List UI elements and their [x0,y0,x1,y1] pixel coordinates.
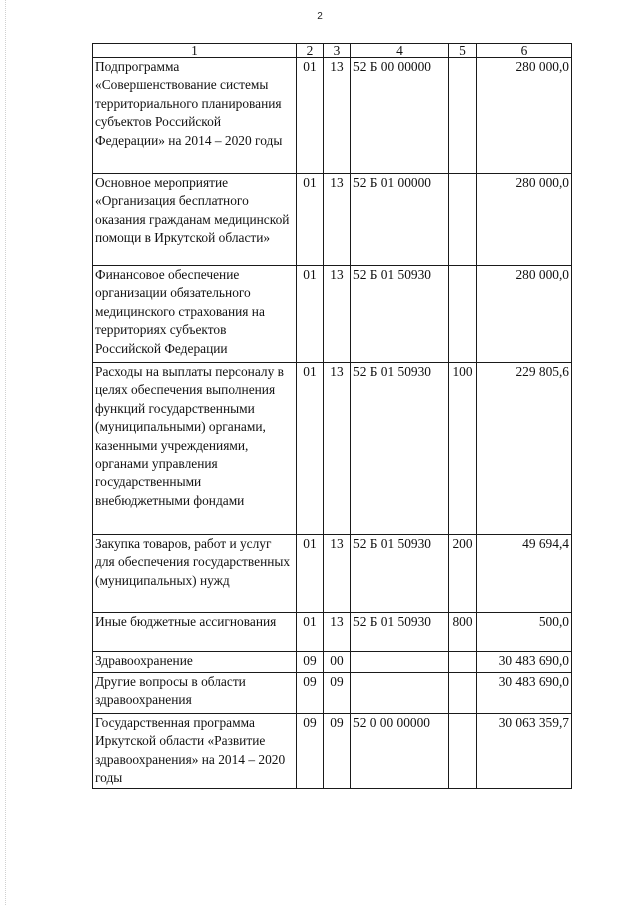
subsection-code-cell: 13 [324,535,351,613]
header-cell-4: 4 [351,44,449,58]
table-row [93,58,572,174]
target-article-cell [351,652,449,673]
amount-cell: 280 000,0 [477,58,572,174]
expense-type-cell [449,58,477,174]
subsection-code-cell: 13 [324,174,351,266]
expense-type-cell [449,266,477,363]
row-name-cell: Иные бюджетные ассигнования [93,613,297,652]
amount-cell: 500,0 [477,613,572,652]
target-article-cell: 52 Б 01 50930 [351,266,449,363]
section-code-cell: 09 [297,652,324,673]
row-name-cell: Государственная программа Иркутской области «Развитие здравоохранения» на 2014 – 2020 годы [93,714,297,789]
section-code-cell: 01 [297,58,324,174]
section-code-cell: 09 [297,714,324,789]
table-row [93,363,572,535]
subsection-code-cell: 09 [324,714,351,789]
target-article-cell: 52 Б 00 00000 [351,58,449,174]
target-article-cell [351,673,449,714]
budget-table [92,43,572,789]
amount-cell: 280 000,0 [477,174,572,266]
target-article-cell: 52 Б 01 50930 [351,613,449,652]
table-row [93,673,572,714]
page-number: 2 [317,11,323,22]
table-row [93,652,572,673]
target-article-cell: 52 Б 01 00000 [351,174,449,266]
table-row [93,714,572,789]
target-article-cell: 52 0 00 00000 [351,714,449,789]
header-cell-3: 3 [324,44,351,58]
subsection-code-cell: 13 [324,266,351,363]
amount-cell: 280 000,0 [477,266,572,363]
amount-cell: 30 063 359,7 [477,714,572,789]
target-article-cell: 52 Б 01 50930 [351,535,449,613]
row-name-cell: Здравоохранение [93,652,297,673]
header-row [93,44,572,58]
expense-type-cell [449,174,477,266]
subsection-code-cell: 13 [324,58,351,174]
table-row [93,266,572,363]
subsection-code-cell: 00 [324,652,351,673]
row-name-cell: Подпрограмма «Совершенствование системы территориального планирования субъектов Российской Федерации» на 2014 – 2020 годы [93,58,297,174]
table-row [93,535,572,613]
table-row [93,613,572,652]
row-name-cell: Основное мероприятие «Организация бесплатного оказания гражданам медицинской помощи в Иркутской области» [93,174,297,266]
amount-cell: 30 483 690,0 [477,673,572,714]
section-code-cell: 01 [297,613,324,652]
section-code-cell: 01 [297,266,324,363]
amount-cell: 30 483 690,0 [477,652,572,673]
expense-type-cell [449,673,477,714]
subsection-code-cell: 09 [324,673,351,714]
row-name-cell: Закупка товаров, работ и услуг для обеспечения государственных (муниципальных) нужд [93,535,297,613]
subsection-code-cell: 13 [324,363,351,535]
amount-cell: 229 805,6 [477,363,572,535]
expense-type-cell [449,714,477,789]
section-code-cell: 01 [297,174,324,266]
subsection-code-cell: 13 [324,613,351,652]
header-cell-2: 2 [297,44,324,58]
amount-cell: 49 694,4 [477,535,572,613]
section-code-cell: 01 [297,535,324,613]
section-code-cell: 01 [297,363,324,535]
header-cell-1: 1 [93,44,297,58]
row-name-cell: Расходы на выплаты персоналу в целях обеспечения выполнения функций государственными (муниципальными) органами, казенными учреждениями, органами управления государственными внебюджетными фондами [93,363,297,535]
scan-edge [5,0,7,905]
section-code-cell: 09 [297,673,324,714]
expense-type-cell: 800 [449,613,477,652]
table-row [93,174,572,266]
row-name-cell: Другие вопросы в области здравоохранения [93,673,297,714]
target-article-cell: 52 Б 01 50930 [351,363,449,535]
header-cell-5: 5 [449,44,477,58]
row-name-cell: Финансовое обеспечение организации обязательного медицинского страхования на территориях субъектов Российской Федерации [93,266,297,363]
expense-type-cell: 100 [449,363,477,535]
header-cell-6: 6 [477,44,572,58]
expense-type-cell: 200 [449,535,477,613]
expense-type-cell [449,652,477,673]
